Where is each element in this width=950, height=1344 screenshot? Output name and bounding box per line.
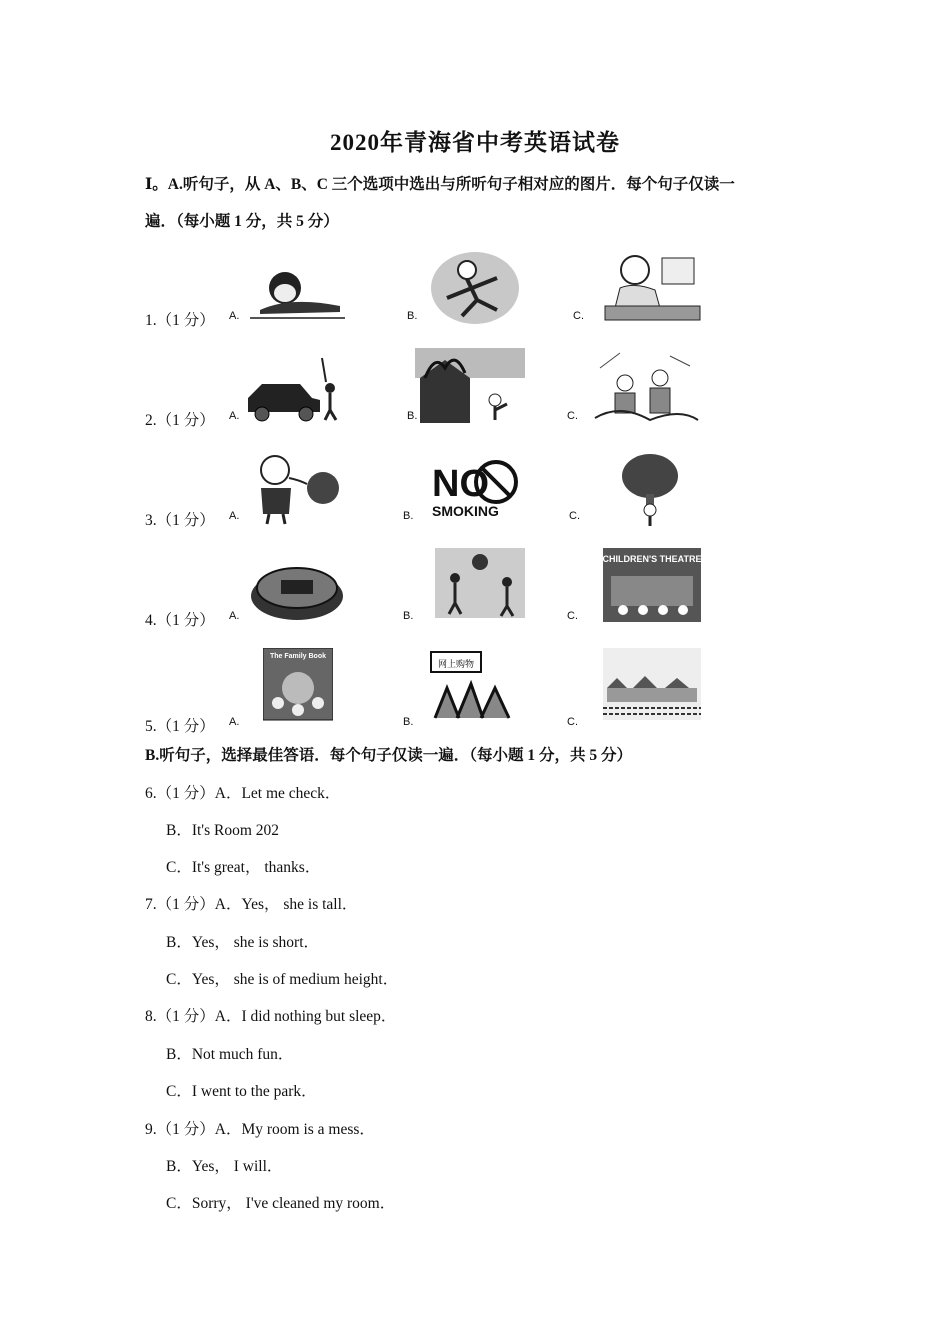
question-number: 1.（1 分） <box>145 312 215 329</box>
book-title-text: The Family Book <box>269 653 327 660</box>
option-c-label: C. <box>567 716 578 728</box>
section-a-instruction-line1: Ⅰ。A.听句子，从 A、B、C 三个选项中选出与所听句子相对应的图片．每个句子仅读一 <box>145 176 735 193</box>
option-a-label: A. <box>229 510 240 522</box>
question-9-option-b: B．Yes， I will． <box>166 1158 283 1175</box>
childrens-theatre-picture <box>603 548 701 628</box>
question-6-option-b: B．It's Room 202 <box>166 822 280 839</box>
question-number: 5.（1 分） <box>145 718 215 735</box>
picture-question-4 <box>145 548 745 630</box>
family-book-picture <box>263 648 333 724</box>
car-accident-picture <box>240 348 345 428</box>
section-a-instruction-line2: 遍．（每小题 1 分，共 5 分） <box>145 213 339 230</box>
question-8-option-b: B．Not much fun． <box>166 1046 294 1063</box>
coughing-boy-picture <box>243 448 348 528</box>
option-c-label: C. <box>573 310 584 322</box>
question-7-option-b: B．Yes， she is short． <box>166 934 320 951</box>
online-shopping-picture <box>427 648 522 724</box>
option-a-label: A. <box>229 610 240 622</box>
boy-at-desk-picture <box>600 248 705 328</box>
city-street-picture <box>603 648 701 724</box>
option-c-label: C. <box>569 510 580 522</box>
page-title: 2020年青海省中考英语试卷 <box>330 130 620 155</box>
question-number: 2.（1 分） <box>145 412 215 429</box>
stadium-picture <box>245 548 350 628</box>
option-a-label: A. <box>229 410 240 422</box>
option-b-label: B. <box>403 716 414 728</box>
no-smoking-sign-picture <box>430 448 530 528</box>
option-b-label: B. <box>407 410 418 422</box>
theatre-sign-text: CHILDREN'S THEATRE <box>603 554 701 564</box>
question-8: 8.（1 分）A．I did nothing but sleep． <box>145 1008 397 1025</box>
picture-question-5 <box>145 648 745 735</box>
no-smoking-word: NO <box>432 463 489 505</box>
tree-in-smog-picture <box>610 448 690 528</box>
option-c-label: C. <box>567 610 578 622</box>
question-6: 6.（1 分）A．Let me check． <box>145 785 341 802</box>
picture-question-1 <box>145 248 745 330</box>
question-8-option-c: C．I went to the park． <box>166 1083 317 1100</box>
question-7-option-c: C．Yes， she is of medium height． <box>166 971 399 988</box>
option-c-label: C. <box>567 410 578 422</box>
house-fire-picture <box>415 348 525 428</box>
online-shopping-banner: 网上购物 <box>437 660 475 670</box>
falling-person-picture <box>427 248 522 328</box>
picture-question-3 <box>145 448 745 530</box>
question-9: 9.（1 分）A．My room is a mess． <box>145 1121 375 1138</box>
question-6-option-c: C．It's great， thanks． <box>166 859 321 876</box>
smoking-word: SMOKING <box>432 503 499 519</box>
section-b-instruction: B.听句子，选择最佳答语．每个句子仅读一遍．（每小题 1 分，共 5 分） <box>145 747 632 764</box>
family-picnic-picture <box>590 348 700 428</box>
option-b-label: B. <box>403 510 414 522</box>
option-b-label: B. <box>403 610 414 622</box>
crying-girl-picture <box>240 248 350 328</box>
question-7: 7.（1 分）A．Yes， she is tall． <box>145 896 358 913</box>
question-9-option-c: C．Sorry， I've cleaned my room． <box>166 1195 396 1212</box>
question-number: 4.（1 分） <box>145 612 215 629</box>
soccer-players-picture <box>435 548 525 628</box>
option-b-label: B. <box>407 310 418 322</box>
picture-question-2 <box>145 348 745 430</box>
option-a-label: A. <box>229 716 240 728</box>
option-a-label: A. <box>229 310 240 322</box>
question-number: 3.（1 分） <box>145 512 215 529</box>
